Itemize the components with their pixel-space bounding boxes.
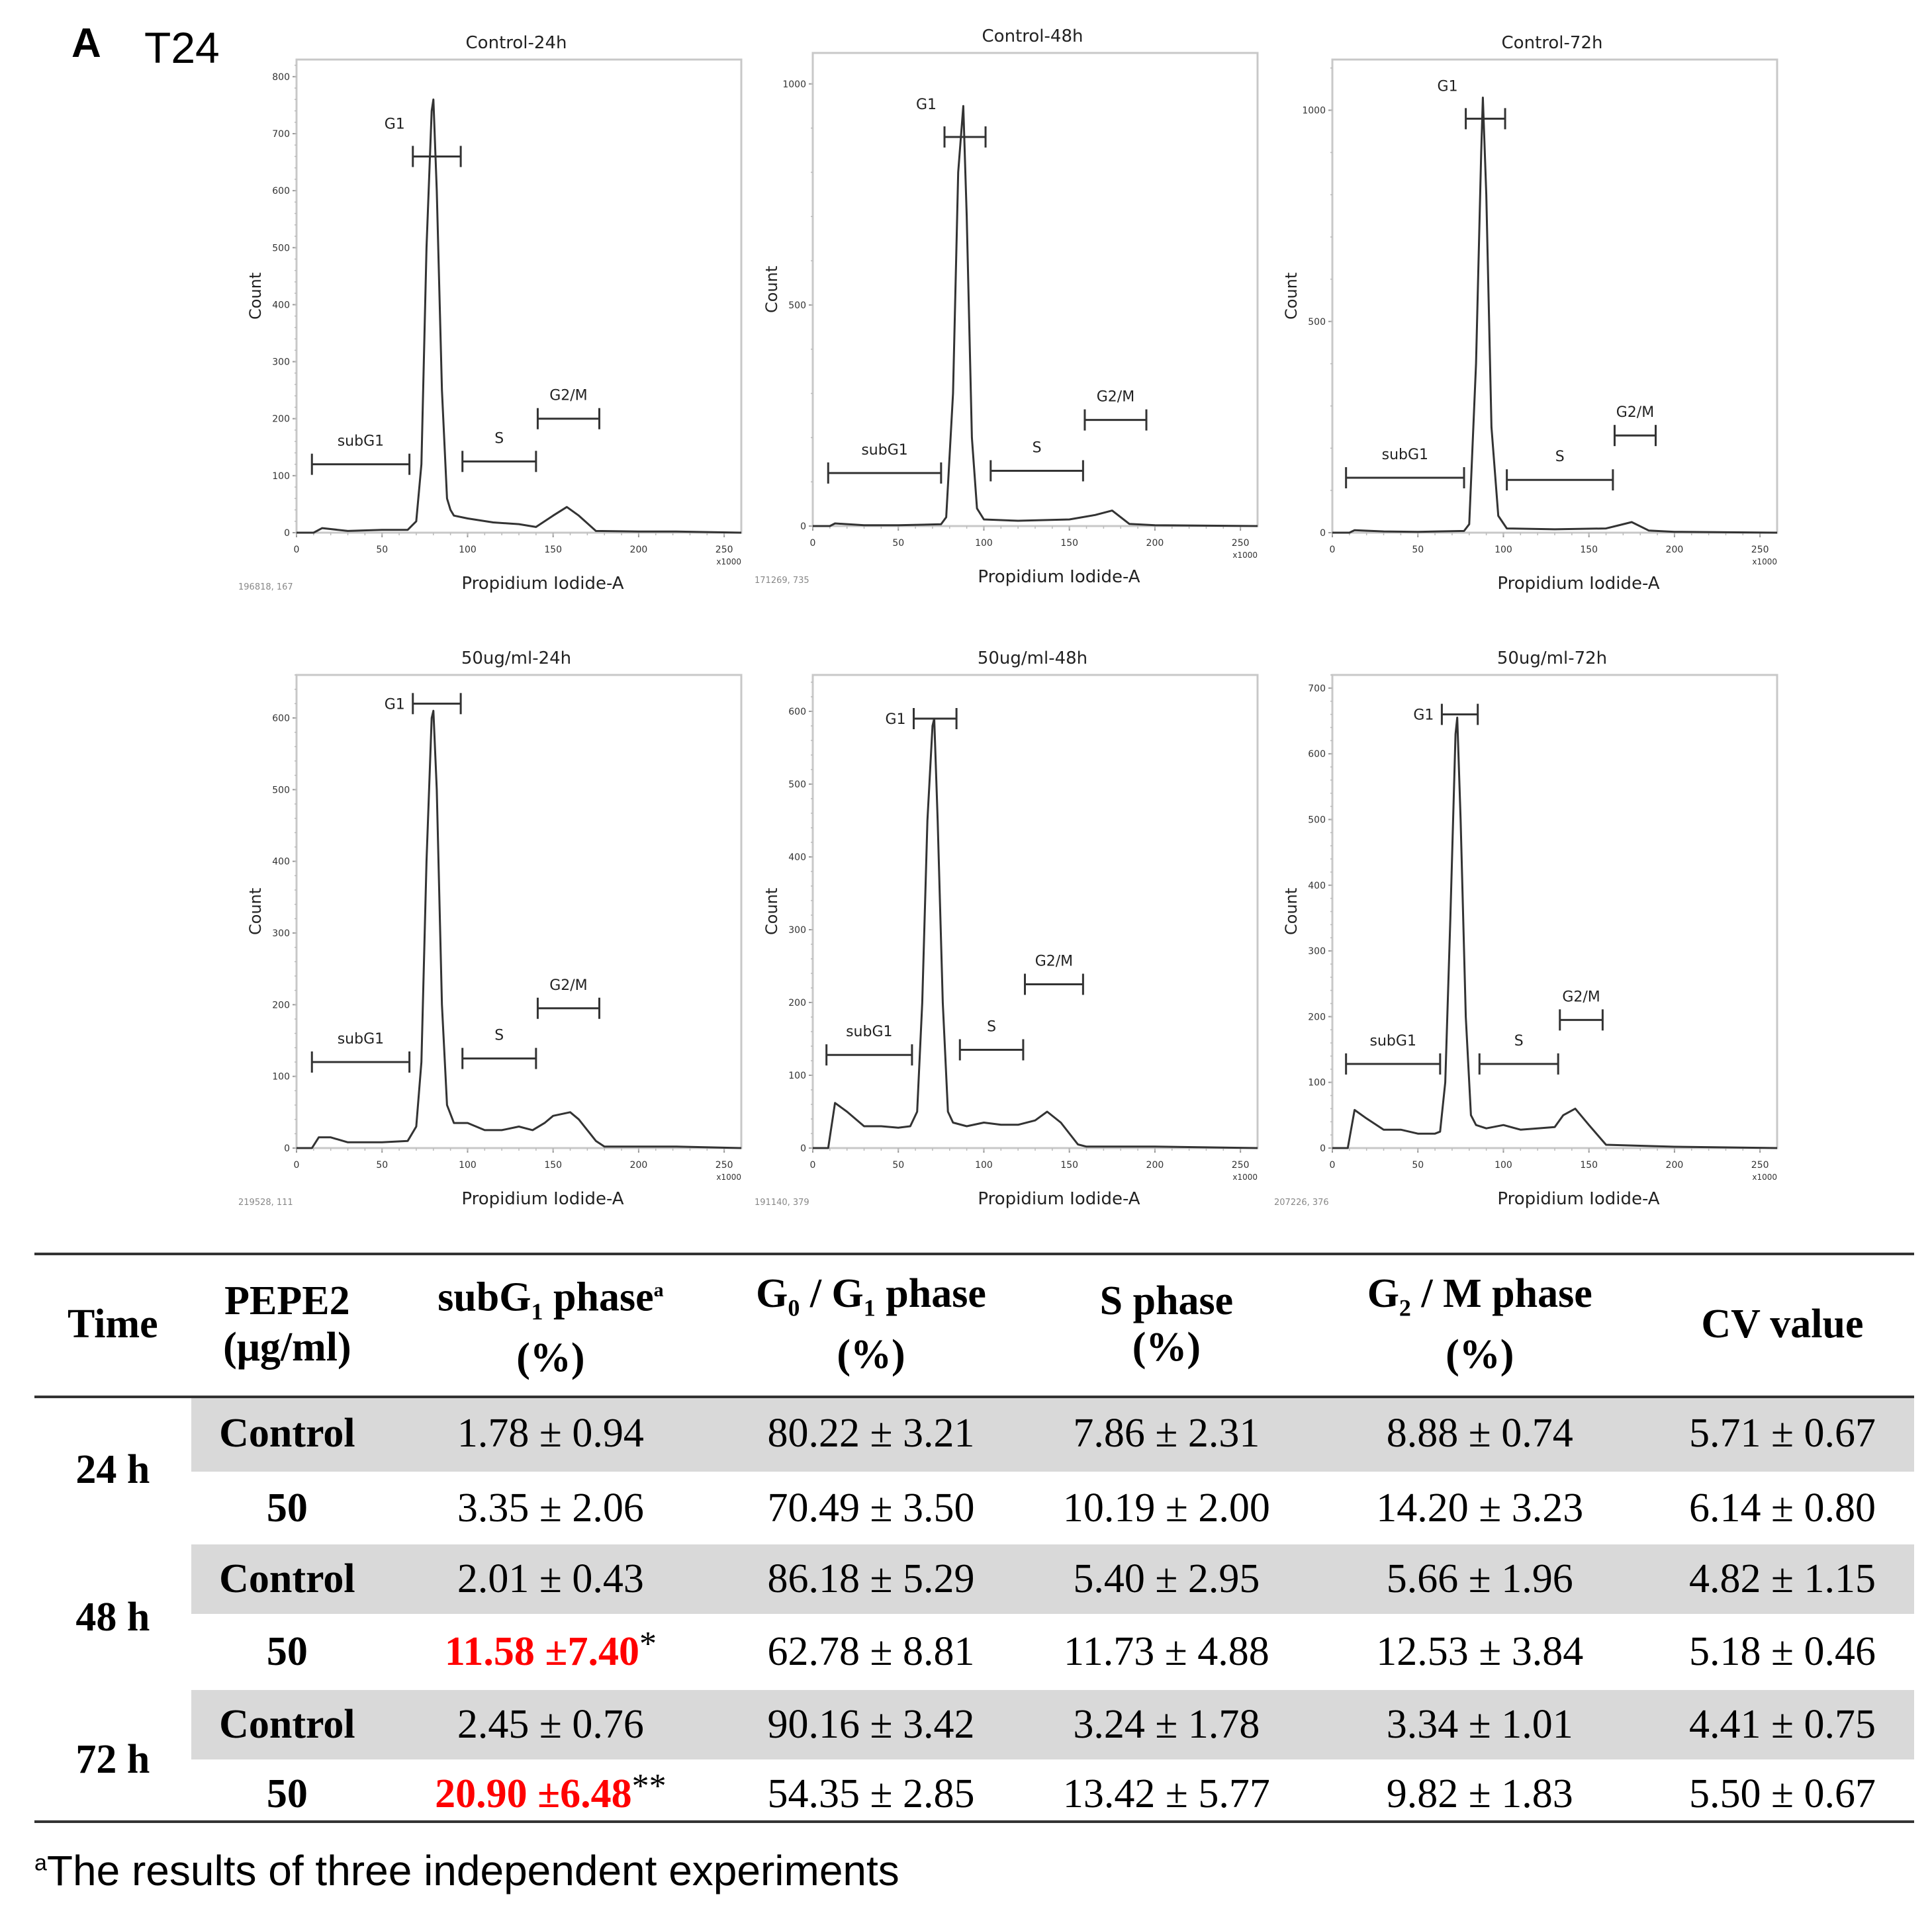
header-s: S phase (%) bbox=[1099, 1278, 1234, 1370]
svg-text:500: 500 bbox=[788, 779, 806, 790]
gate-label: G2/M bbox=[1616, 404, 1655, 422]
svg-text:150: 150 bbox=[1580, 545, 1598, 555]
histogram-svg bbox=[761, 23, 1304, 619]
svg-text:200: 200 bbox=[1665, 545, 1684, 555]
dose-cell: Control bbox=[191, 1544, 383, 1614]
svg-text:150: 150 bbox=[1580, 1160, 1598, 1171]
g2m-cell: 12.53 ± 3.84 bbox=[1376, 1629, 1584, 1674]
sample-id: 219528, 111 bbox=[238, 1198, 293, 1208]
table-top-rule bbox=[34, 1253, 1914, 1255]
g0g1-cell: 86.18 ± 5.29 bbox=[718, 1544, 1025, 1614]
svg-text:150: 150 bbox=[544, 545, 563, 555]
histogram-plot bbox=[238, 30, 788, 625]
sample-id: 171269, 735 bbox=[755, 576, 809, 586]
svg-text:100: 100 bbox=[1495, 545, 1512, 555]
gate-label: G1 bbox=[1413, 707, 1434, 724]
table-header-row bbox=[34, 1253, 1914, 1396]
histogram-svg bbox=[1281, 30, 1823, 625]
svg-text:100: 100 bbox=[459, 545, 477, 555]
y-axis-label: Count bbox=[762, 887, 781, 935]
svg-text:0: 0 bbox=[284, 528, 290, 539]
svg-text:250: 250 bbox=[1751, 545, 1769, 555]
gate-label: S bbox=[987, 1018, 997, 1036]
significance-marker: * bbox=[639, 1625, 657, 1663]
svg-text:x1000: x1000 bbox=[1752, 1173, 1777, 1182]
g0g1-cell: 80.22 ± 3.21 bbox=[718, 1396, 1025, 1472]
header-g0g1: $G_0 / G_1$ phase (%) bbox=[756, 1271, 986, 1377]
svg-text:100: 100 bbox=[1308, 1077, 1326, 1089]
svg-text:600: 600 bbox=[1308, 749, 1326, 760]
sample-id: 191140, 379 bbox=[755, 1198, 809, 1208]
significant-value: 11.58 ±7.40 bbox=[444, 1629, 639, 1674]
s-phase-cell: 13.42 ± 5.77 bbox=[1062, 1771, 1270, 1816]
g2m-cell: 14.20 ± 3.23 bbox=[1376, 1485, 1584, 1531]
histogram-svg bbox=[1281, 645, 1823, 1241]
sample-id: 196818, 167 bbox=[238, 582, 293, 592]
dose-cell: 50 bbox=[266, 1485, 308, 1531]
svg-text:100: 100 bbox=[975, 1160, 993, 1171]
subg1-cell: 3.35 ± 2.06 bbox=[457, 1485, 644, 1531]
svg-text:700: 700 bbox=[1308, 683, 1326, 694]
svg-text:200: 200 bbox=[629, 545, 648, 555]
svg-text:600: 600 bbox=[788, 707, 806, 717]
s-phase-cell: 5.40 ± 2.95 bbox=[1024, 1544, 1309, 1614]
dose-cell: Control bbox=[191, 1396, 383, 1472]
svg-text:50: 50 bbox=[376, 545, 389, 555]
table-row bbox=[34, 1614, 1914, 1690]
cv-cell: 5.50 ± 0.67 bbox=[1688, 1771, 1876, 1816]
dose-cell: 50 bbox=[266, 1629, 308, 1674]
gate-label: G2/M bbox=[1035, 953, 1074, 970]
svg-text:500: 500 bbox=[272, 243, 290, 254]
cv-cell: 4.41 ± 0.75 bbox=[1651, 1690, 1914, 1759]
significance-marker: ** bbox=[631, 1767, 667, 1805]
gate-label: G2/M bbox=[549, 977, 588, 994]
histogram-svg bbox=[245, 645, 788, 1241]
gate-label: G1 bbox=[915, 96, 937, 113]
plot-title: 50ug/ml-72h bbox=[1496, 648, 1608, 668]
svg-text:200: 200 bbox=[629, 1160, 648, 1171]
svg-text:0: 0 bbox=[1329, 545, 1336, 555]
svg-text:300: 300 bbox=[272, 928, 290, 939]
table-header-rule bbox=[34, 1396, 1914, 1398]
svg-text:1000: 1000 bbox=[1302, 105, 1326, 116]
plot-title: Control-72h bbox=[1501, 33, 1603, 53]
svg-text:100: 100 bbox=[459, 1160, 477, 1171]
svg-text:50: 50 bbox=[892, 1160, 905, 1171]
svg-text:400: 400 bbox=[272, 300, 290, 311]
svg-text:200: 200 bbox=[272, 414, 290, 425]
table-bottom-rule bbox=[34, 1820, 1914, 1823]
svg-text:50: 50 bbox=[892, 538, 905, 549]
svg-text:500: 500 bbox=[1308, 815, 1326, 826]
cv-cell: 4.82 ± 1.15 bbox=[1651, 1544, 1914, 1614]
histogram-svg bbox=[245, 30, 788, 625]
svg-text:0: 0 bbox=[800, 1143, 806, 1154]
histogram-line bbox=[813, 719, 1258, 1148]
svg-text:500: 500 bbox=[788, 300, 806, 311]
svg-text:250: 250 bbox=[715, 545, 733, 555]
gate-label: G1 bbox=[384, 696, 405, 713]
gate-label: S bbox=[1555, 449, 1565, 466]
plot-title: Control-48h bbox=[982, 26, 1083, 46]
x-axis-label: Propidium Iodide-A bbox=[461, 1189, 624, 1209]
svg-text:200: 200 bbox=[788, 998, 806, 1008]
svg-text:x1000: x1000 bbox=[1752, 557, 1777, 566]
subg1-cell bbox=[383, 1614, 718, 1690]
panel-label: A bbox=[71, 21, 101, 66]
histogram-plot bbox=[238, 645, 788, 1241]
svg-text:0: 0 bbox=[800, 521, 806, 532]
table-row bbox=[34, 1759, 1914, 1829]
svg-text:100: 100 bbox=[788, 1071, 806, 1081]
svg-text:800: 800 bbox=[272, 71, 290, 83]
gate-label: G2/M bbox=[1562, 989, 1600, 1006]
svg-text:150: 150 bbox=[1060, 538, 1079, 549]
svg-text:600: 600 bbox=[272, 713, 290, 724]
footnote-marker: a bbox=[34, 1850, 47, 1876]
svg-text:100: 100 bbox=[975, 538, 993, 549]
histogram-plot bbox=[1281, 30, 1823, 625]
header-subg1: subG$_1$ phase$^a$ (%) bbox=[437, 1274, 664, 1381]
x-axis-label: Propidium Iodide-A bbox=[978, 567, 1140, 587]
table-row bbox=[34, 1690, 1914, 1759]
svg-text:250: 250 bbox=[1231, 538, 1250, 549]
s-phase-cell: 10.19 ± 2.00 bbox=[1062, 1485, 1270, 1531]
gate-label: subG1 bbox=[846, 1024, 893, 1041]
svg-text:200: 200 bbox=[1146, 538, 1164, 549]
gate-label: G1 bbox=[885, 711, 906, 728]
footnote-text: The results of three independent experiments bbox=[46, 1847, 899, 1894]
histogram-line bbox=[1332, 718, 1777, 1149]
header-cv: CV value bbox=[1701, 1302, 1864, 1347]
g2m-cell: 5.66 ± 1.96 bbox=[1309, 1544, 1651, 1614]
gate-label: S bbox=[494, 430, 504, 447]
plot-title: Control-24h bbox=[465, 33, 567, 53]
svg-text:0: 0 bbox=[284, 1143, 290, 1154]
g0g1-cell: 90.16 ± 3.42 bbox=[718, 1690, 1025, 1759]
time-cell: 72 h bbox=[75, 1736, 150, 1782]
gate-label: subG1 bbox=[337, 433, 385, 450]
svg-text:0: 0 bbox=[293, 1160, 300, 1171]
histogram-plot bbox=[755, 23, 1304, 619]
svg-text:150: 150 bbox=[1060, 1160, 1079, 1171]
svg-text:200: 200 bbox=[272, 1000, 290, 1011]
significant-value: 20.90 ±6.48 bbox=[435, 1771, 632, 1816]
table-row bbox=[34, 1396, 1914, 1472]
x-axis-label: Propidium Iodide-A bbox=[1497, 1189, 1660, 1209]
svg-text:0: 0 bbox=[809, 538, 816, 549]
svg-text:200: 200 bbox=[1308, 1012, 1326, 1023]
gate-label: subG1 bbox=[337, 1031, 385, 1047]
svg-text:150: 150 bbox=[544, 1160, 563, 1171]
cv-cell: 5.18 ± 0.46 bbox=[1688, 1629, 1876, 1674]
svg-text:400: 400 bbox=[788, 852, 806, 863]
svg-text:x1000: x1000 bbox=[716, 1173, 741, 1182]
gate-label: subG1 bbox=[1369, 1032, 1416, 1049]
y-axis-label: Count bbox=[246, 887, 265, 935]
dose-cell: 50 bbox=[266, 1771, 308, 1816]
histogram-line bbox=[297, 711, 741, 1148]
svg-text:0: 0 bbox=[293, 545, 300, 555]
svg-text:600: 600 bbox=[272, 186, 290, 197]
g2m-cell: 8.88 ± 0.74 bbox=[1309, 1396, 1651, 1472]
svg-text:300: 300 bbox=[788, 925, 806, 936]
svg-text:0: 0 bbox=[1320, 1143, 1326, 1154]
histogram-line bbox=[297, 99, 741, 533]
header-time: Time bbox=[68, 1302, 158, 1347]
g0g1-cell: 70.49 ± 3.50 bbox=[767, 1485, 975, 1531]
g0g1-cell: 62.78 ± 8.81 bbox=[767, 1629, 975, 1674]
x-axis-label: Propidium Iodide-A bbox=[1497, 574, 1660, 594]
plot-frame bbox=[297, 675, 741, 1148]
svg-text:700: 700 bbox=[272, 128, 290, 140]
svg-text:50: 50 bbox=[376, 1160, 389, 1171]
plot-title: 50ug/ml-24h bbox=[461, 648, 572, 668]
gate-label: S bbox=[1514, 1032, 1524, 1049]
histogram-line bbox=[1332, 98, 1777, 533]
svg-text:0: 0 bbox=[1329, 1160, 1336, 1171]
cell-line-label: T24 bbox=[144, 23, 220, 72]
plot-title: 50ug/ml-48h bbox=[977, 648, 1088, 668]
time-cell: 24 h bbox=[75, 1447, 150, 1492]
table-row bbox=[34, 1544, 1914, 1614]
histogram-svg bbox=[761, 645, 1304, 1241]
x-axis-label: Propidium Iodide-A bbox=[461, 574, 624, 594]
gate-label: subG1 bbox=[1381, 447, 1429, 464]
svg-text:500: 500 bbox=[1308, 316, 1326, 328]
gate-label: G1 bbox=[384, 116, 405, 133]
svg-text:300: 300 bbox=[272, 357, 290, 368]
s-phase-cell: 3.24 ± 1.78 bbox=[1024, 1690, 1309, 1759]
svg-text:0: 0 bbox=[809, 1160, 816, 1171]
svg-text:200: 200 bbox=[1665, 1160, 1684, 1171]
gate-label: G2/M bbox=[1096, 388, 1135, 406]
histogram-plot bbox=[1274, 645, 1823, 1241]
gate-label: G1 bbox=[1437, 78, 1458, 95]
svg-text:1000: 1000 bbox=[782, 79, 806, 90]
histogram-plot bbox=[755, 645, 1304, 1241]
svg-text:250: 250 bbox=[715, 1160, 733, 1171]
s-phase-cell: 11.73 ± 4.88 bbox=[1064, 1629, 1269, 1674]
gate-label: G2/M bbox=[549, 387, 588, 404]
plot-frame bbox=[813, 675, 1258, 1148]
g2m-cell: 9.82 ± 1.83 bbox=[1386, 1771, 1573, 1816]
svg-text:400: 400 bbox=[272, 856, 290, 868]
svg-text:x1000: x1000 bbox=[1232, 551, 1258, 560]
svg-text:x1000: x1000 bbox=[1232, 1173, 1258, 1182]
svg-text:500: 500 bbox=[272, 785, 290, 796]
g2m-cell: 3.34 ± 1.01 bbox=[1309, 1690, 1651, 1759]
gate-label: S bbox=[1032, 439, 1042, 457]
svg-text:400: 400 bbox=[1308, 880, 1326, 891]
sample-id: 207226, 376 bbox=[1274, 1198, 1329, 1208]
gate-label: S bbox=[494, 1027, 504, 1044]
table-row bbox=[34, 1472, 1914, 1544]
svg-text:0: 0 bbox=[1320, 528, 1326, 539]
svg-text:200: 200 bbox=[1146, 1160, 1164, 1171]
svg-text:x1000: x1000 bbox=[716, 557, 741, 566]
subg1-cell: 2.01 ± 0.43 bbox=[383, 1544, 718, 1614]
cv-cell: 6.14 ± 0.80 bbox=[1688, 1485, 1876, 1531]
x-axis-label: Propidium Iodide-A bbox=[978, 1189, 1140, 1209]
svg-text:250: 250 bbox=[1231, 1160, 1250, 1171]
header-pepe2: PEPE2 (μg/ml) bbox=[223, 1278, 351, 1370]
svg-text:50: 50 bbox=[1412, 1160, 1424, 1171]
histogram-line bbox=[813, 106, 1258, 526]
header-g2m: $G_2$ / M phase (%) bbox=[1367, 1271, 1592, 1377]
cv-cell: 5.71 ± 0.67 bbox=[1651, 1396, 1914, 1472]
svg-text:50: 50 bbox=[1412, 545, 1424, 555]
svg-text:100: 100 bbox=[272, 1071, 290, 1083]
svg-text:100: 100 bbox=[1495, 1160, 1512, 1171]
y-axis-label: Count bbox=[246, 272, 265, 320]
y-axis-label: Count bbox=[762, 265, 781, 313]
footnote bbox=[34, 1846, 899, 1895]
svg-text:250: 250 bbox=[1751, 1160, 1769, 1171]
subg1-cell: 2.45 ± 0.76 bbox=[383, 1690, 718, 1759]
cell-cycle-table bbox=[34, 1253, 1914, 1829]
gate-label: subG1 bbox=[861, 441, 908, 459]
y-axis-label: Count bbox=[1282, 272, 1301, 320]
subg1-cell bbox=[383, 1759, 718, 1829]
y-axis-label: Count bbox=[1282, 887, 1301, 935]
time-cell: 48 h bbox=[75, 1594, 150, 1640]
svg-text:100: 100 bbox=[272, 470, 290, 482]
subg1-cell: 1.78 ± 0.94 bbox=[383, 1396, 718, 1472]
svg-text:300: 300 bbox=[1308, 946, 1326, 957]
plot-frame bbox=[1332, 675, 1777, 1148]
dose-cell: Control bbox=[191, 1690, 383, 1759]
g0g1-cell: 54.35 ± 2.85 bbox=[767, 1771, 975, 1816]
s-phase-cell: 7.86 ± 2.31 bbox=[1024, 1396, 1309, 1472]
